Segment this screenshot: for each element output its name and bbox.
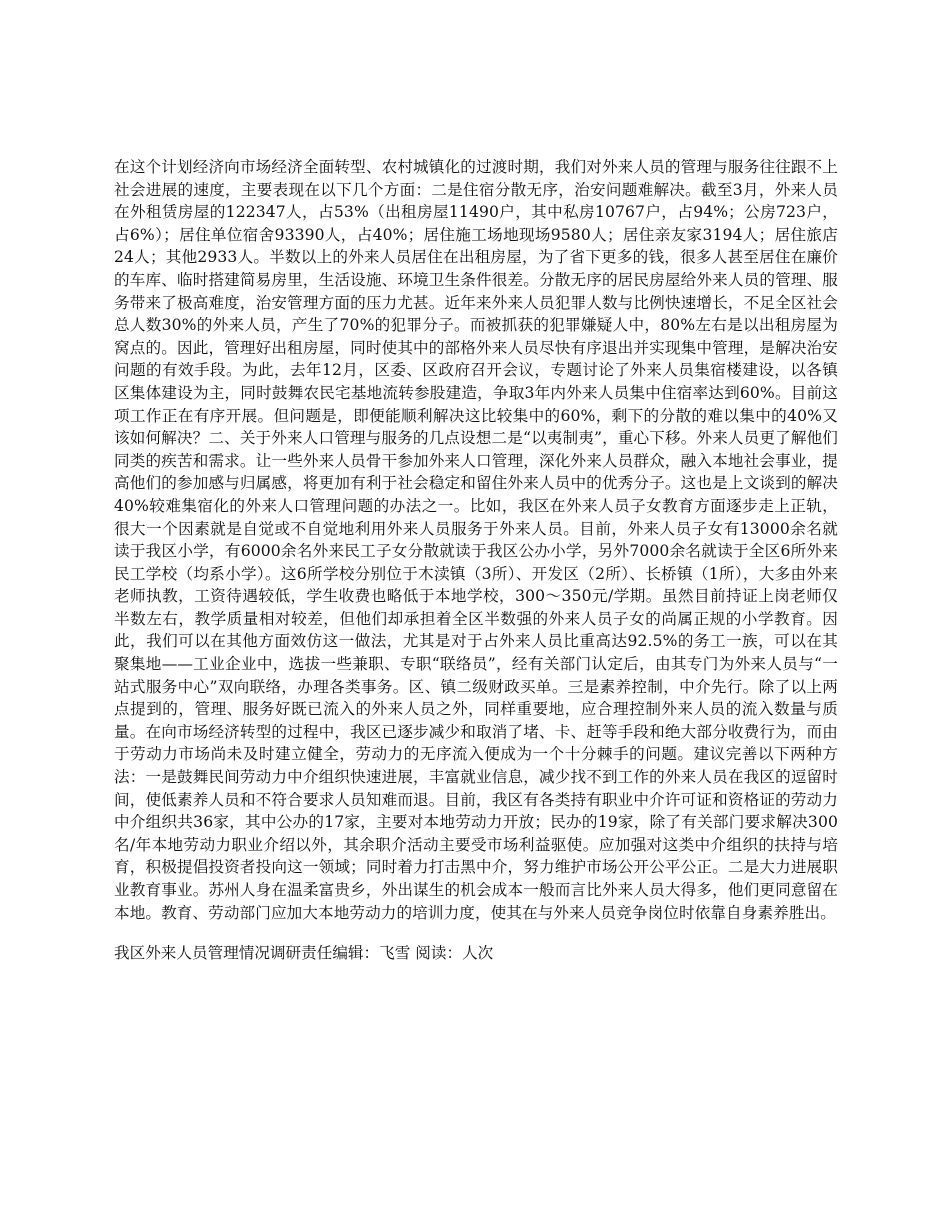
article-footer (114, 942, 838, 965)
document-page (114, 156, 838, 965)
footer-read-count: 阅读：人次 (415, 944, 494, 963)
article-body-paragraph: 在这个计划经济向市场经济全面转型、农村城镇化的过渡时期，我们对外来人员的管理与服务往往跟不上社会进展的速度，主要表现在以下几个方面：二是住宿分散无序，治安问题难解决。截至3月，外来人员在外租赁房屋的122347人，占53%（出租房屋11490户，其中私房10767户，占94%；公房723户，占6%）；居住单位宿舍93390人，占40%；居住施工场地现场9580人；居住亲友家3194人；居住旅店24人；其他2933人。半数以上的外来人员居住在出租房屋，为了省下更多的钱，很多人甚至居住在廉价的车库、临时搭建简易房里，生活设施、环境卫生条件很差。分散无序的居民房屋给外来人员的管理、服务带来了极高难度，治安管理方面的压力尤甚。近年来外来人员犯罪人数与比例快速增长，不足全区社会总人数30%的外来人员，产生了70%的犯罪分子。而被抓获的犯罪嫌疑人中，80%左右是以出租房屋为窝点的。因此，管理好出租房屋，同时使其中的部格外来人员尽快有序退出并实现集中管理，是解决治安问题的有效手段。为此，去年12月，区委、区政府召开会议，专题讨论了外来人员集宿楼建设，以各镇区集体建设为主，同时鼓舞农民宅基地流转参股建造，争取3年内外来人员集中住宿率达到60%。目前这项工作正在有序开展。但问题是，即便能顺利解决这比较集中的60%，剩下的分散的难以集中的40%又该如何解决？二、关于外来人口管理与服务的几点设想二是“以夷制夷”，重心下移。外来人员更了解他们同类的疾苦和需求。让一些外来人员骨干参加外来人口管理，深化外来人员群众，融入本地社会事业，提高他们的参加感与归属感，将更加有利于社会稳定和留住外来人员中的优秀分子。这也是上文谈到的解决40%较难集宿化的外来人口管理问题的办法之一。比如，我区在外来人员子女教育方面逐步走上正轨，很大一个因素就是自觉或不自觉地利用外来人员服务于外来人员。目前，外来人员子女有13000余名就读于我区小学，有6000余名外来民工子女分散就读于我区公办小学，另外7000余名就读于全区6所外来民工学校（均系小学）。这6所学校分别位于木渎镇（3所）、开发区（2所）、长桥镇（1所），大多由外来老师执教，工资待遇较低，学生收费也略低于本地学校，300～350元/学期。虽然目前持证上岗老师仅半数左右，教学质量相对较差，但他们却承担着全区半数强的外来人员子女的尚属正规的小学教育。因此，我们可以在其他方面效仿这一做法，尤其是对于占外来人员比重高达92.5%的务工一族，可以在其聚集地——工业企业中，选拔一些兼职、专职“联络员”，经有关部门认定后，由其专门为外来人员与“一站式服务中心”双向联络，办理各类事务。区、镇二级财政买单。三是素养控制，中介先行。除了以上两点提到的，管理、服务好既已流入的外来人员之外，同样重要地，应合理控制外来人员的流入数量与质量。在向市场经济转型的过程中，我区已逐步减少和取消了堵、卡、赶等手段和绝大部分收费行为，而由于劳动力市场尚未及时建立健全，劳动力的无序流入便成为一个十分棘手的问题。建议完善以下两种方法：一是鼓舞民间劳动力中介组织快速进展，丰富就业信息，减少找不到工作的外来人员在我区的逗留时间，使低素养人员和不符合要求人员知难而退。目前，我区有各类持有职业中介许可证和资格证的劳动力中介组织共36家，其中公办的17家，主要对本地劳动力开放；民办的19家，除了有关部门要求解决300名/年本地劳动力职业介绍以外，其余职介活动主要受市场利益驱使。应加强对这类中介组织的扶持与培育，积极提倡投资者投向这一领域；同时着力打击黑中介，努力维护市场公开公平公正。二是大力进展职业教育事业。苏州人身在温柔富贵乡，外出谋生的机会成本一般而言比外来人员大得多，他们更同意留在本地。教育、劳动部门应加大本地劳动力的培训力度，使其在与外来人员竞争岗位时依靠自身素养胜出。 (114, 158, 838, 922)
footer-editor: 责任编辑：飞雪 (301, 944, 411, 963)
footer-article-title: 我区外来人员管理情况调研 (114, 944, 302, 963)
